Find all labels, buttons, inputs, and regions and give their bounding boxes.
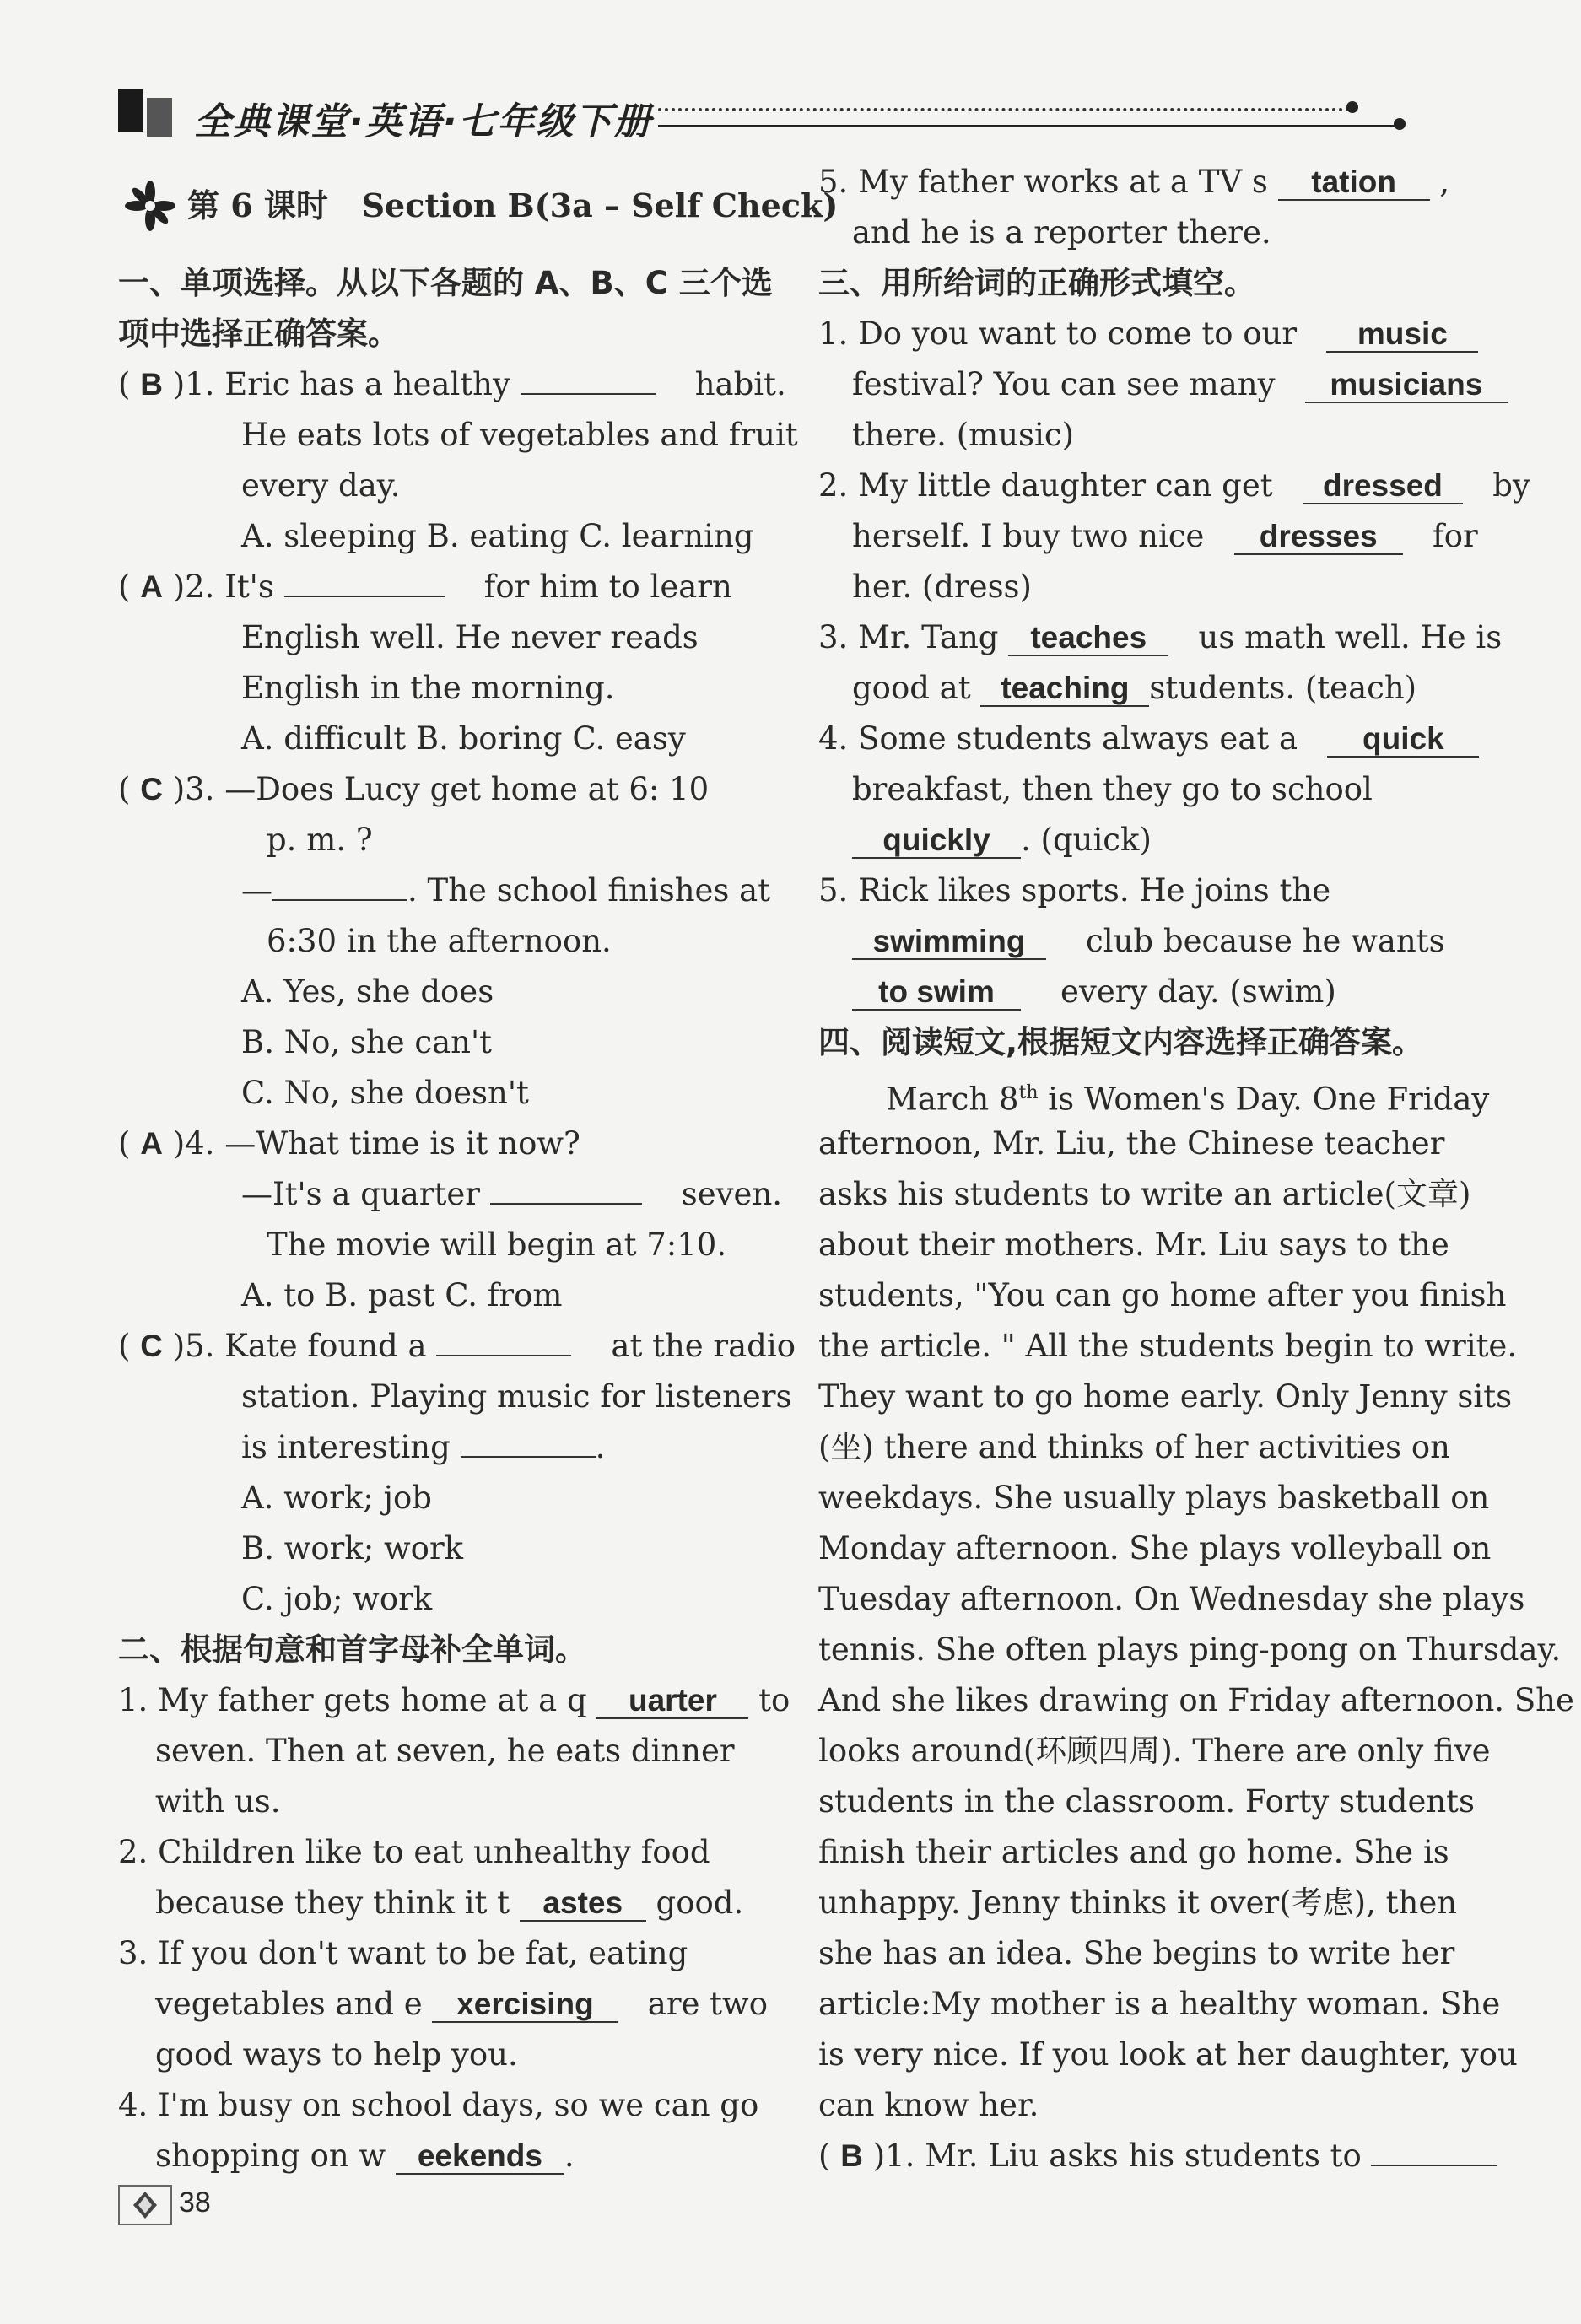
- p3-item5-text: club because he wants: [1086, 923, 1445, 959]
- passage-sup: th: [1018, 1082, 1039, 1103]
- q4-options: A. to B. past C. from: [241, 1277, 563, 1313]
- lesson-section: Section B(3a – Self Check): [361, 186, 839, 224]
- passage-line-20: is very nice. If you look at her daughter, you: [818, 2036, 1518, 2073]
- p3-item5-blank-2[interactable]: to swim: [852, 975, 1021, 1011]
- p3-item3-blank-2[interactable]: teaching: [980, 671, 1149, 707]
- p3-item2-line2: [852, 516, 1478, 557]
- p2-item3-line1: 3. If you don't want to be fat, eating: [118, 1935, 688, 1971]
- p2-item3-line2: [155, 1984, 768, 2025]
- p2-item2-line2: [155, 1883, 743, 1923]
- page-number: 38: [179, 2187, 211, 2219]
- passage-line-6: the article. " All the students begin to write.: [818, 1328, 1518, 1364]
- p3-item2-text-end: by: [1492, 467, 1530, 504]
- q3-line2: p. m. ?: [267, 822, 373, 858]
- p2-item5-blank[interactable]: tation: [1278, 165, 1430, 201]
- p2-item4-blank[interactable]: eekends: [396, 2139, 564, 2175]
- p3-item2-blank-2[interactable]: dresses: [1234, 520, 1403, 555]
- q3-line1: ( C )3. —Does Lucy get home at 6: 10: [118, 771, 710, 807]
- q5-option-c: C. job; work: [241, 1581, 433, 1617]
- part3-heading: 三、用所给词的正确形式填空。: [818, 265, 1255, 301]
- p3-item4-line2: breakfast, then they go to school: [852, 771, 1373, 807]
- q1-line1: ( B )1. Eric has a healthy habit.: [118, 366, 786, 402]
- p3-item1-text: festival? You can see many: [852, 366, 1276, 402]
- passage-line-9: weekdays. She usually plays basketball on: [818, 1480, 1490, 1516]
- q5-answer: C: [140, 1329, 163, 1363]
- q2-text-end: for him to learn: [483, 569, 732, 605]
- p3-item2-text: 2. My little daughter can get: [818, 467, 1273, 504]
- p3-item1-blank-2[interactable]: musicians: [1305, 368, 1508, 403]
- p4-q1-text: )1. Mr. Liu asks his students to: [872, 2138, 1362, 2174]
- passage-line-13: And she likes drawing on Friday afternoon. She: [818, 1682, 1574, 1718]
- lesson-label: 第 6 课时: [187, 186, 328, 224]
- passage-line-5: students, "You can go home after you finish: [818, 1277, 1507, 1313]
- q2-options: A. difficult B. boring C. easy: [241, 720, 686, 757]
- p2-item2-line1: 2. Children like to eat unhealthy food: [118, 1834, 710, 1870]
- part2-heading: 二、根据句意和首字母补全单词。: [118, 1631, 586, 1668]
- q5-text: is interesting: [241, 1429, 451, 1465]
- passage-line-1: [886, 1073, 1489, 1119]
- q1-text: )1. Eric has a healthy: [172, 366, 510, 402]
- p4-q1-line1: ( B )1. Mr. Liu asks his students to: [818, 2136, 1497, 2176]
- q4-text: )4. —What time is it now?: [172, 1125, 580, 1162]
- p3-item2-text: herself. I buy two nice: [852, 518, 1205, 554]
- part1-heading-line1: 一、单项选择。从以下各题的 A、B、C 三个选: [118, 265, 773, 301]
- p3-item3-blank-1[interactable]: teaches: [1008, 621, 1168, 656]
- header-dot: [1394, 118, 1406, 130]
- q1-options: A. sleeping B. eating C. learning: [241, 518, 754, 554]
- p3-item4-blank-1[interactable]: quick: [1327, 722, 1479, 758]
- header-dotted-rule: [658, 108, 1350, 111]
- p3-item4-line1: [818, 719, 1479, 759]
- header-title: 全典课堂·英语·七年级下册: [194, 100, 653, 143]
- p3-item1-line2: [852, 364, 1508, 405]
- p2-item1-line1: [118, 1680, 790, 1721]
- passage-line-15: students in the classroom. Forty students: [818, 1783, 1476, 1820]
- q3-blank[interactable]: [272, 899, 407, 901]
- q2-line2: English well. He never reads: [241, 619, 699, 655]
- p2-item4-period: .: [564, 2138, 575, 2174]
- header-dot: [1346, 101, 1358, 113]
- q2-line1: ( A )2. It's for him to learn: [118, 569, 732, 605]
- q4-blank[interactable]: [490, 1203, 642, 1205]
- p3-item3-text: 3. Mr. Tang: [818, 619, 999, 655]
- p4-q1-blank[interactable]: [1371, 2165, 1497, 2166]
- p2-item3-text: vegetables and e: [155, 1986, 423, 2022]
- q4-line1: ( A )4. —What time is it now?: [118, 1125, 580, 1162]
- p3-item1-blank-1[interactable]: music: [1326, 317, 1478, 353]
- p3-item2-line3: her. (dress): [852, 569, 1032, 605]
- p2-item5-text: 5. My father works at a TV s: [818, 164, 1268, 200]
- q5-period: .: [595, 1429, 606, 1465]
- lesson-flower-icon: [123, 179, 177, 233]
- p2-item5-line1: [818, 162, 1449, 202]
- q1-blank[interactable]: [521, 393, 656, 395]
- q1-line2: He eats lots of vegetables and fruit: [241, 417, 798, 453]
- q3-text-end: . The school finishes at: [407, 872, 771, 909]
- q5-option-b: B. work; work: [241, 1530, 464, 1566]
- lesson-title: [187, 186, 838, 226]
- q3-line3: [241, 871, 770, 911]
- p2-item4-line1: 4. I'm busy on school days, so we can go: [118, 2087, 759, 2123]
- q2-blank[interactable]: [284, 596, 445, 597]
- p2-item1-text: 1. My father gets home at a q: [118, 1682, 587, 1718]
- p3-item5-text-end: every day. (swim): [1060, 973, 1336, 1010]
- p3-item5-line1: 5. Rick likes sports. He joins the: [818, 872, 1331, 909]
- q4-line2: [241, 1174, 782, 1215]
- q3-option-c: C. No, she doesn't: [241, 1075, 529, 1111]
- passage-line-7: They want to go home early. Only Jenny sits: [818, 1378, 1513, 1415]
- p3-item2-blank-1[interactable]: dressed: [1303, 469, 1463, 504]
- passage-line-12: tennis. She often plays ping-pong on Thursday.: [818, 1631, 1562, 1668]
- p2-item1-line2: seven. Then at seven, he eats dinner: [155, 1733, 735, 1769]
- p3-item5-line3: [852, 972, 1336, 1012]
- header-rule: [658, 125, 1400, 127]
- part1-heading-line2: 项中选择正确答案。: [118, 315, 399, 352]
- q5-blank-1[interactable]: [436, 1355, 571, 1356]
- p3-item4-blank-2[interactable]: quickly: [852, 823, 1021, 859]
- p2-item4-line2: [155, 2136, 575, 2176]
- q5-text: )5. Kate found a: [172, 1328, 427, 1364]
- p2-item4-text: shopping on w: [155, 2138, 386, 2174]
- q3-dash: —: [241, 872, 272, 909]
- p3-item1-line3: there. (music): [852, 417, 1075, 453]
- p2-item3-line3: good ways to help you.: [155, 2036, 518, 2073]
- q1-answer: B: [140, 367, 163, 402]
- page-diamond-icon: [118, 2185, 172, 2225]
- q3-option-a: A. Yes, she does: [241, 973, 494, 1010]
- passage-line-2: afternoon, Mr. Liu, the Chinese teacher: [818, 1125, 1445, 1162]
- q5-text-end: at the radio: [611, 1328, 796, 1364]
- p2-item2-blank[interactable]: astes: [520, 1886, 646, 1922]
- header-mark: [118, 89, 143, 132]
- q1-text-end: habit.: [694, 366, 786, 402]
- p3-item3-line2: [852, 668, 1416, 709]
- p3-item2-text-end: for: [1433, 518, 1478, 554]
- p2-item2-text-end: good.: [656, 1885, 744, 1921]
- q4-line3: The movie will begin at 7:10.: [267, 1227, 727, 1263]
- p3-item4-text: 4. Some students always eat a: [818, 720, 1298, 757]
- passage-line-17: unhappy. Jenny thinks it over(考虑), then: [818, 1885, 1458, 1921]
- passage-text: March 8: [886, 1081, 1019, 1118]
- p3-item5-line2: [852, 921, 1445, 962]
- q5-line3: [241, 1427, 605, 1468]
- q3-line4: 6:30 in the afternoon.: [267, 923, 612, 959]
- passage-line-14: looks around(环顾四周). There are only five: [818, 1733, 1491, 1769]
- q5-line1: ( C )5. Kate found a at the radio: [118, 1328, 796, 1364]
- header-mark-shadow: [147, 98, 172, 137]
- passage-line-10: Monday afternoon. She plays volleyball on: [818, 1530, 1492, 1566]
- p2-item1-line3: with us.: [155, 1783, 281, 1820]
- passage-line-21: can know her.: [818, 2087, 1039, 2123]
- p3-item3-text: good at: [852, 670, 971, 706]
- p2-item3-blank[interactable]: xercising: [432, 1987, 618, 2023]
- p2-item1-blank[interactable]: uarter: [596, 1684, 748, 1719]
- p2-item1-text-end: to: [758, 1682, 790, 1718]
- p3-item3-text-end: students. (teach): [1149, 670, 1417, 706]
- running-header: [118, 84, 1400, 143]
- p4-q1-answer: B: [840, 2138, 863, 2173]
- q2-text: )2. It's: [172, 569, 274, 605]
- passage-line-4: about their mothers. Mr. Liu says to the: [818, 1227, 1449, 1263]
- q4-text-end: seven.: [681, 1176, 783, 1212]
- p3-item4-line3: [852, 820, 1152, 860]
- q2-line3: English in the morning.: [241, 670, 615, 706]
- passage-line-18: she has an idea. She begins to write her: [818, 1935, 1455, 1971]
- q2-answer: A: [140, 569, 163, 604]
- p3-item1-text: 1. Do you want to come to our: [818, 315, 1298, 352]
- p2-item5-comma: ,: [1439, 164, 1450, 200]
- p3-item4-text-end: . (quick): [1021, 822, 1152, 858]
- q3-text: )3. —Does Lucy get home at 6: 10: [172, 771, 710, 807]
- passage-line-11: Tuesday afternoon. On Wednesday she plays: [818, 1581, 1525, 1617]
- passage-text: is Women's Day. One Friday: [1038, 1081, 1490, 1118]
- q5-line2: station. Playing music for listeners: [241, 1378, 792, 1415]
- p2-item3-text-end: are two: [647, 1986, 768, 2022]
- q5-blank-2[interactable]: [461, 1456, 596, 1458]
- passage-line-16: finish their articles and go home. She is: [818, 1834, 1449, 1870]
- q3-option-b: B. No, she can't: [241, 1024, 493, 1060]
- p2-item5-line2: and he is a reporter there.: [852, 214, 1271, 251]
- p2-item2-text: because they think it t: [155, 1885, 510, 1921]
- passage-line-8: (坐) there and thinks of her activities on: [818, 1429, 1451, 1465]
- q1-line3: every day.: [241, 467, 401, 504]
- passage-line-3: asks his students to write an article(文章): [818, 1176, 1471, 1212]
- q5-option-a: A. work; job: [241, 1480, 432, 1516]
- q4-answer: A: [140, 1126, 163, 1161]
- p3-item5-blank-1[interactable]: swimming: [852, 925, 1046, 960]
- q4-text: —It's a quarter: [241, 1176, 480, 1212]
- part4-heading: 四、阅读短文,根据短文内容选择正确答案。: [818, 1024, 1424, 1060]
- p3-item3-text-end: us math well. He is: [1198, 619, 1503, 655]
- p3-item1-line1: [818, 314, 1478, 354]
- passage-line-19: article:My mother is a healthy woman. She: [818, 1986, 1501, 2022]
- p3-item3-line1: [818, 617, 1502, 658]
- p3-item2-line1: [818, 466, 1530, 506]
- q3-answer: C: [140, 772, 163, 806]
